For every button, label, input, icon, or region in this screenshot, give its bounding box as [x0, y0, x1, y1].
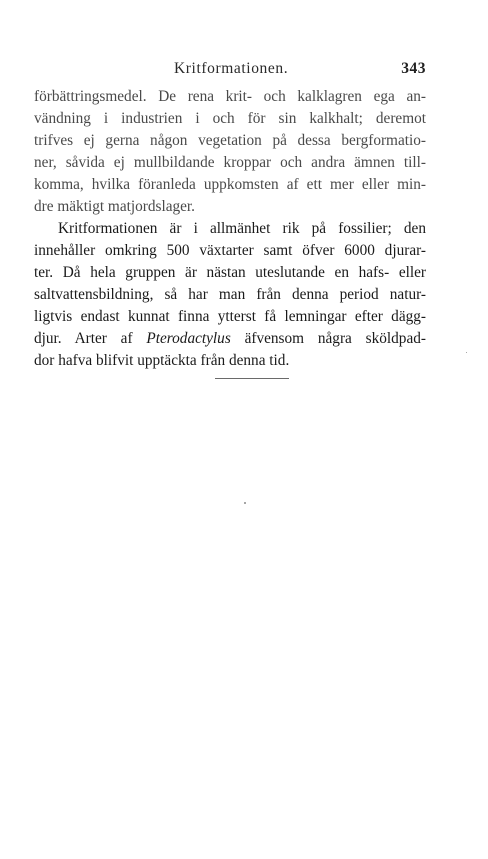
text-line: innehåller omkring 500 växtarter samt öfver 6000 djurar- — [34, 242, 426, 259]
text-segment: djur. Arter af — [34, 330, 147, 347]
paragraph-2 — [34, 218, 426, 372]
text-line: dor hafva blifvit upptäckta från denna tid. — [34, 352, 290, 369]
paper-speck — [466, 352, 467, 353]
page-number: 343 — [401, 60, 426, 77]
text-line — [34, 328, 426, 350]
text-line: Kritformationen är i allmänhet rik på fossilier; den — [58, 220, 426, 237]
text-line: komma, hvilka föranleda uppkomsten af ett mer eller min- — [34, 176, 426, 193]
running-head — [34, 60, 426, 80]
text-line: ter. Då hela gruppen är nästan uteslutande en hafs- eller — [34, 264, 426, 281]
running-title: Kritformationen. — [174, 60, 289, 77]
text-line: trifves ej gerna någon vegetation på dessa bergformatio- — [34, 132, 426, 149]
text-line: ner, såvida ej mullbildande kroppar och andra ämnen till- — [34, 154, 426, 171]
section-divider — [215, 378, 289, 379]
text-line: ligtvis endast kunnat finna ytterst få lemningar efter dägg- — [34, 308, 426, 325]
text-line: förbättringsmedel. De rena krit- och kalklagren ega an- — [34, 88, 426, 105]
text-line: vändning i industrien i och för sin kalkhalt; deremot — [34, 110, 426, 127]
text-segment: äfvensom några sköldpad- — [230, 330, 426, 347]
paper-speck — [244, 502, 246, 504]
paragraph-1 — [34, 86, 426, 218]
text-line: saltvattensbildning, så har man från denna period natur- — [34, 286, 426, 303]
text-line: dre mäktigt matjordslager. — [34, 198, 195, 215]
genus-name: Pterodactylus — [146, 330, 231, 347]
body-text — [34, 86, 426, 372]
